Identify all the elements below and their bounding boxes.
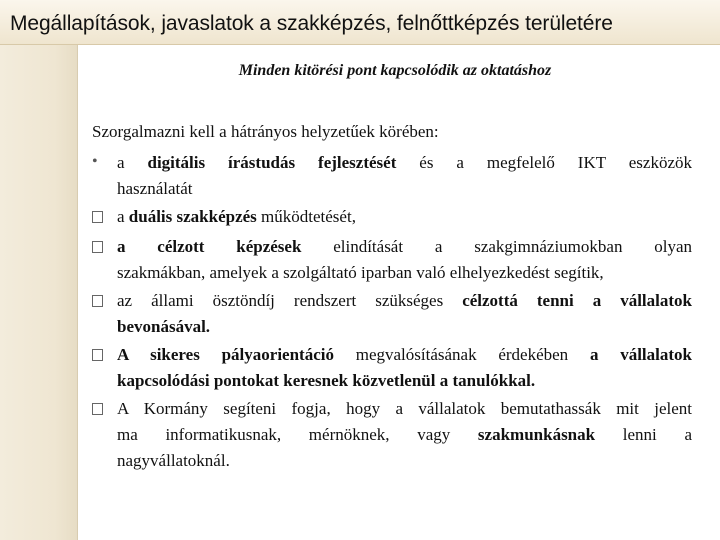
left-decorative-panel (0, 45, 78, 540)
bullet-line (117, 261, 692, 285)
bullet-line (117, 315, 692, 339)
text-segment: és a megfelelő IKT eszközök (396, 153, 692, 172)
bold-text: célzottá tenni a vállalatok (462, 291, 692, 310)
text-segment: megvalósításának érdekében (333, 345, 590, 364)
bold-text: duális szakképzés (128, 207, 257, 226)
bullet-line (117, 205, 692, 229)
text-segment: működtetését, (256, 207, 356, 226)
text-segment: nagyvállatoknál. (117, 451, 230, 470)
slide-title: Megállapítások, javaslatok a szakképzés, felnőttképzés területére (10, 12, 613, 35)
bullet-line (117, 177, 692, 201)
text-segment: elindítását a szakgimnáziumokban olyan (301, 237, 692, 256)
checkbox-bullet-icon (92, 211, 103, 223)
text-segment: a (117, 153, 148, 172)
bold-text: bevonásával. (117, 317, 211, 336)
bold-text: a vállalatok (589, 345, 692, 364)
bold-text: A sikeres pályaorientáció (117, 345, 334, 364)
intro-text: Szorgalmazni kell a hátrányos helyzetűek körében: (92, 122, 439, 141)
text-segment: az állami ösztöndíj rendszert szükséges (117, 291, 463, 310)
bold-text: digitális írástudás fejlesztését (147, 153, 397, 172)
text-segment: lenni a (595, 425, 692, 444)
bullet-line (117, 449, 692, 473)
bullet-line (117, 289, 692, 313)
text-segment: ma informatikusnak, mérnöknek, vagy (117, 425, 478, 444)
checkbox-bullet-icon (92, 241, 103, 253)
text-segment: a (117, 207, 129, 226)
bullet-line (117, 423, 692, 447)
bullet-line (117, 343, 692, 367)
bold-text: szakmunkásnak (477, 425, 596, 444)
bold-text: a célzott képzések (117, 237, 302, 256)
slide-subtitle: Minden kitörési pont kapcsolódik az oktatáshoz (238, 62, 552, 79)
checkbox-bullet-icon (92, 295, 103, 307)
title-bar (0, 0, 720, 45)
bullet-line (117, 369, 692, 393)
bullet-dot-icon: • (92, 153, 98, 170)
text-segment: A Kormány segíteni fogja, hogy a vállalatok bemutathassák mit jelent (117, 399, 692, 418)
bullet-line (117, 151, 692, 175)
bullet-line (117, 397, 692, 421)
bold-text: kapcsolódási pontokat keresnek közvetlenül a tanulókkal. (117, 371, 536, 390)
bullet-line (117, 235, 692, 259)
checkbox-bullet-icon (92, 403, 103, 415)
checkbox-bullet-icon (92, 349, 103, 361)
text-segment: használatát (117, 179, 193, 198)
text-segment: szakmákban, amelyek a szolgáltató iparban való elhelyezkedést segítik, (117, 263, 604, 282)
